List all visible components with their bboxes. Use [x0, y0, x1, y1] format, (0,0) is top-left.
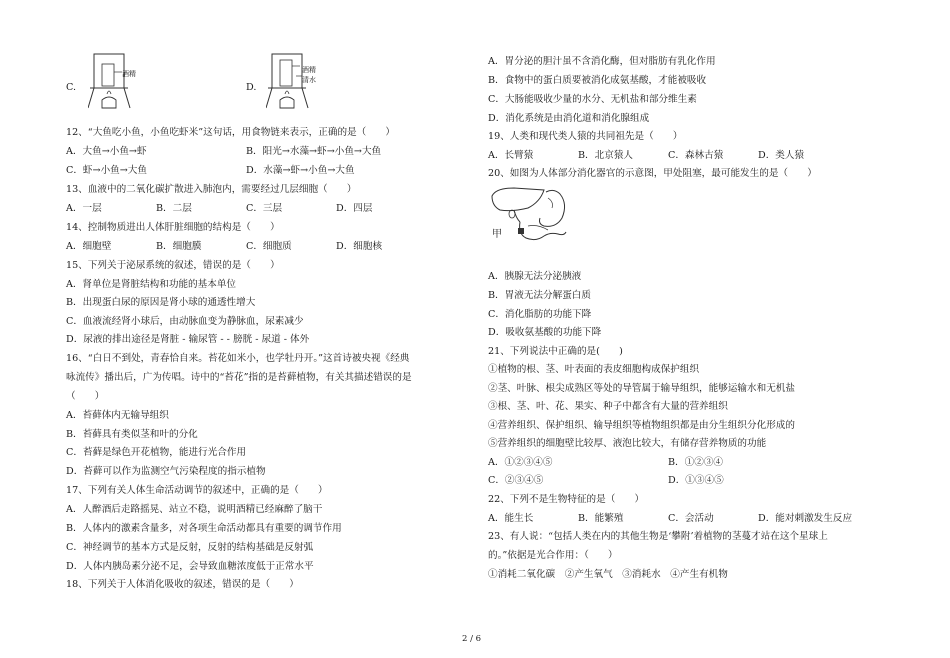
q21-option-c: C．②③④⑤ — [488, 475, 544, 486]
q14-option-b: B．细胞膜 — [156, 241, 202, 252]
q20-option-b: B．胃液无法分解蛋白质 — [488, 290, 591, 301]
q15-option-a: A．肾单位是肾脏结构和功能的基本单位 — [66, 279, 237, 290]
q16-option-b: B．苔藓具有类似茎和叶的分化 — [66, 429, 198, 440]
q21-statement-5: ⑤营养组织的细胞壁比较厚、液泡比较大，有储存营养物质的功能 — [488, 438, 767, 449]
q19-option-c: C．森林古猿 — [668, 150, 724, 161]
q13-option-a: A．一层 — [66, 203, 102, 214]
q21-statement-4: ④营养组织、保护组织、输导组织等植物组织都是由分生组织分化形成的 — [488, 420, 795, 431]
page-number: 2 / 6 — [462, 634, 482, 644]
alcohol-lamp-beaker-figure-c — [88, 50, 148, 112]
q17-option-c: C．神经调节的基本方式是反射，反射的结构基础是反射弧 — [66, 542, 314, 553]
q16-option-a: A．苔藓体内无输导组织 — [66, 410, 169, 421]
q15-stem: 15、下列关于泌尿系统的叙述，错误的是（ ） — [66, 260, 280, 271]
q18-stem: 18、下列关于人体消化吸收的叙述，错误的是（ ） — [66, 579, 299, 590]
q15-option-b: B．出现蛋白尿的原因是肾小球的通透性增大 — [66, 297, 256, 308]
q13-option-c: C．三层 — [246, 203, 283, 214]
q18-option-b: B．食物中的蛋白质要被消化成氨基酸，才能被吸收 — [488, 75, 707, 86]
q21-option-d: D．①③④⑤ — [668, 475, 724, 486]
q21-statement-3: ③根、茎、叶、花、果实、种子中都含有大量的营养组织 — [488, 401, 728, 412]
q17-option-a: A．人醉酒后走路摇晃、站立不稳，说明酒精已经麻醉了脑干 — [66, 504, 323, 515]
q23-stem-line1: 23、有人说：“包括人类在内的其他生物是‘攀附’着植物的茎蔓才站在这个星球上 — [488, 531, 828, 542]
q17-stem: 17、下列有关人体生命活动调节的叙述中，正确的是（ ） — [66, 485, 328, 496]
figure-d-label-water: 清水 — [302, 76, 316, 84]
q13-option-d: D．四层 — [336, 203, 373, 214]
q11-option-d-letter: D. — [246, 82, 257, 93]
q21-option-b: B．①②③④ — [668, 457, 724, 468]
q21-statement-1: ①植物的根、茎、叶表面的表皮细胞构成保护组织 — [488, 364, 700, 375]
q14-option-c: C．细胞质 — [246, 241, 292, 252]
figure-c-label-alcohol: 酒精 — [122, 70, 136, 78]
q22-option-c: C．会活动 — [668, 513, 714, 524]
q19-stem: 19、人类和现代类人猿的共同祖先是（ ） — [488, 131, 683, 142]
q20-option-d: D．吸收氨基酸的功能下降 — [488, 327, 602, 338]
q16-option-d: D．苔藓可以作为监测空气污染程度的指示植物 — [66, 466, 266, 477]
q12-option-d: D．水藻→虾→小鱼→大鱼 — [246, 165, 355, 176]
q13-stem: 13、血液中的二氧化碳扩散进入肺泡内，需要经过几层细胞（ ） — [66, 184, 357, 195]
q15-option-d: D．尿液的排出途径是肾脏 - 输尿管 - - 膀胱 - 尿道 - 体外 — [66, 334, 310, 345]
q23-stem-line2: 的。”依据是光合作用：（ ） — [488, 550, 618, 561]
q18-option-d: D．消化系统是由消化道和消化腺组成 — [488, 113, 650, 124]
q22-option-d: D．能对刺激发生反应 — [758, 513, 853, 524]
q19-option-b: B．北京猿人 — [578, 150, 634, 161]
q22-option-b: B．能繁殖 — [578, 513, 624, 524]
q22-option-a: A．能生长 — [488, 513, 534, 524]
q22-stem: 22、下列不是生物特征的是（ ） — [488, 494, 645, 505]
q12-option-c: C．虾→小鱼→大鱼 — [66, 165, 147, 176]
q17-option-d: D．人体内胰岛素分泌不足，会导致血糖浓度低于正常水平 — [66, 561, 314, 572]
q13-option-b: B．二层 — [156, 203, 192, 214]
q21-stem: 21、下列说法中正确的是( ) — [488, 346, 623, 357]
q16-stem-line3: （ ） — [66, 391, 105, 402]
q12-option-a: A．大鱼→小鱼→虾 — [66, 146, 147, 157]
q14-stem: 14、控制物质进出人体肝脏细胞的结构是（ ） — [66, 222, 280, 233]
q19-option-d: D．类人猿 — [758, 150, 805, 161]
q18-option-c: C．大肠能吸收少量的水分、无机盐和部分维生素 — [488, 94, 697, 105]
q20-option-a: A．胰腺无法分泌胰液 — [488, 271, 582, 282]
q19-option-a: A．长臂猿 — [488, 150, 534, 161]
q15-option-c: C．血液流经肾小球后，由动脉血变为静脉血，尿素减少 — [66, 316, 304, 327]
q16-option-c: C．苔藓是绿色开花植物，能进行光合作用 — [66, 447, 247, 458]
figure-label-jia: 甲 — [492, 229, 502, 240]
q21-statement-2: ②茎、叶脉、根尖成熟区等处的导管属于输导组织，能够运输水和无机盐 — [488, 383, 795, 394]
q16-stem-line2: 咏流传》播出后，广为传唱。诗中的“苔花”指的是苔藓植物，有关其描述错误的是 — [66, 372, 412, 383]
q18-option-a: A．胃分泌的胆汁虽不含消化酶，但对脂肪有乳化作用 — [488, 56, 716, 67]
q14-option-a: A．细胞壁 — [66, 241, 112, 252]
q17-option-b: B．人体内的激素含量多，对各项生命活动都具有重要的调节作用 — [66, 523, 342, 534]
q12-stem: 12、“大鱼吃小鱼，小鱼吃虾米”这句话，用食物链来表示，正确的是（ ） — [66, 127, 396, 138]
q23-statements: ①消耗二氧化碳 ②产生氧气 ③消耗水 ④产生有机物 — [488, 569, 728, 580]
q11-option-c-letter: C. — [66, 82, 77, 93]
q20-option-c: C．消化脂肪的功能下降 — [488, 309, 592, 320]
q20-stem: 20、如图为人体部分消化器官的示意图，甲处阻塞，最可能发生的是（ ） — [488, 168, 817, 179]
q16-stem-line1: 16、“白日不到处，青春恰自来。苔花如米小，也学牡丹开。”这首诗被央视《经典 — [66, 353, 410, 364]
q12-option-b: B．阳光→水藻→虾→小鱼→大鱼 — [246, 146, 382, 157]
water-bath-figure-d — [266, 50, 326, 112]
q21-option-a: A．①②③④⑤ — [488, 457, 553, 468]
figure-d-label-alcohol: 酒精 — [302, 66, 316, 74]
q14-option-d: D．细胞核 — [336, 241, 383, 252]
